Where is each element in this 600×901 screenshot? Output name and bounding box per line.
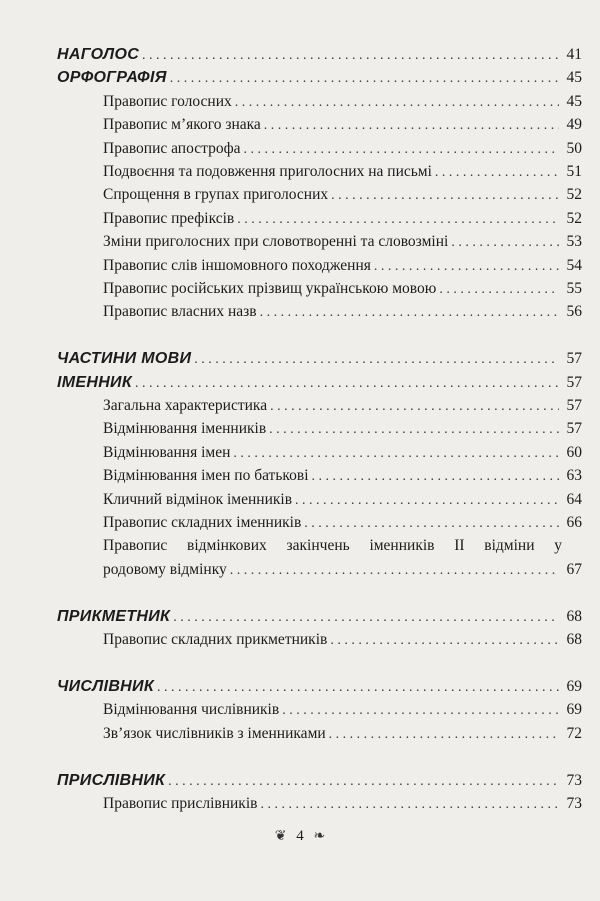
toc-page-number: 57 [566, 420, 582, 438]
dot-leader [260, 301, 559, 324]
dot-leader [173, 606, 559, 629]
toc-section-heading[interactable] [57, 605, 582, 628]
toc-entry[interactable] [57, 698, 582, 721]
toc-entry-label: ОРФОГРАФІЯ [57, 69, 167, 87]
toc-section-heading[interactable] [57, 347, 582, 370]
toc-page-number: 50 [566, 139, 582, 157]
dot-leader [230, 559, 559, 582]
toc-section-heading[interactable] [57, 675, 582, 698]
dot-leader [142, 44, 559, 67]
dot-leader [194, 348, 559, 371]
ornament-right-icon: ❧ [313, 829, 326, 844]
section-spacer [57, 651, 582, 675]
toc-entry[interactable] [57, 254, 582, 277]
toc-entry-label: ПРИКМЕТНИК [57, 607, 171, 625]
toc-entry[interactable] [57, 160, 582, 183]
dot-leader [331, 184, 559, 207]
toc-page-number: 68 [566, 607, 582, 625]
toc-entry[interactable] [57, 230, 582, 253]
page-number: 4 [296, 828, 304, 844]
toc-page-number: 53 [566, 233, 582, 251]
toc-section-heading[interactable] [57, 769, 582, 792]
toc-entry-label-cont: родовому відмінку [103, 560, 227, 578]
dot-leader [435, 161, 559, 184]
toc-page-number: 69 [566, 701, 582, 719]
dot-leader [439, 278, 559, 301]
section-spacer [57, 745, 582, 769]
toc-entry-label: Відмінювання імен [103, 443, 231, 461]
toc-section-heading[interactable] [57, 66, 582, 89]
toc-entry[interactable] [57, 277, 582, 300]
toc-page-number: 66 [566, 513, 582, 531]
toc-page-number: 54 [566, 256, 582, 274]
dot-leader [330, 629, 559, 652]
toc-entry-label: Відмінювання імен по батькові [103, 467, 309, 485]
toc-entry-label: ЧИСЛІВНИК [57, 677, 154, 695]
toc-entry-label: Кличний відмінок іменників [103, 490, 293, 508]
toc-page-number: 60 [566, 443, 582, 461]
dot-leader [282, 699, 559, 722]
toc-section-heading[interactable] [57, 371, 582, 394]
toc-page-number: 68 [566, 631, 582, 648]
toc-entry[interactable] [57, 300, 582, 323]
toc-entry-label: Правопис префіксів [103, 209, 235, 227]
dot-leader [270, 395, 559, 418]
toc-entry-label: Відмінювання числівників [103, 701, 280, 719]
page-footer [0, 828, 600, 845]
toc-entry[interactable] [57, 792, 582, 815]
dot-leader [135, 372, 559, 395]
section-spacer [57, 324, 582, 348]
toc-page-number: 51 [566, 162, 582, 180]
ornament-left-icon: ❦ [274, 829, 287, 844]
toc-entry[interactable] [57, 183, 582, 206]
dot-leader [244, 138, 559, 161]
toc-page-number: 41 [566, 46, 582, 63]
dot-leader [260, 793, 559, 816]
toc-section-heading[interactable] [57, 43, 582, 66]
toc-page-number: 67 [566, 560, 582, 578]
dot-leader [157, 676, 559, 699]
toc-page-number: 52 [566, 186, 582, 204]
toc-entry-label: Загальна характеристика [103, 396, 268, 414]
toc-entry[interactable] [57, 628, 582, 651]
toc-page-number: 73 [566, 771, 582, 789]
toc-entry[interactable] [57, 488, 582, 511]
dot-leader [237, 208, 559, 231]
dot-leader [451, 231, 559, 254]
toc-entry-label: Подвоєння та подовження приголосних на письмі [103, 162, 432, 180]
toc-entry-label: Зміни приголосних при словотворенні та словозміні [103, 233, 449, 251]
dot-leader [269, 418, 559, 441]
toc-entry-label: Правопис апострофа [103, 139, 241, 157]
dot-leader [329, 723, 559, 746]
toc-page-number: 63 [566, 467, 582, 485]
toc-entry-label: Правопис слів іншомовного походження [103, 256, 371, 274]
toc-entry-label: Відмінювання іменників [103, 420, 267, 438]
toc-entry[interactable] [57, 90, 582, 113]
toc-page-number: 64 [566, 490, 582, 508]
toc-entry[interactable] [57, 207, 582, 230]
toc-entry[interactable] [57, 511, 582, 534]
toc-page-number: 69 [566, 677, 582, 695]
dot-leader [295, 489, 559, 512]
dot-leader [312, 465, 559, 488]
toc-entry-label: Правопис прислівників [103, 794, 258, 812]
toc-page-number: 57 [566, 396, 582, 414]
toc-entry[interactable] [57, 137, 582, 160]
toc-page-number: 57 [566, 350, 582, 368]
toc-page-number: 52 [566, 209, 582, 227]
dot-leader [233, 442, 559, 465]
toc-page-number: 57 [566, 373, 582, 391]
toc-entry-label: Правопис власних назв [103, 303, 257, 321]
table-of-contents [57, 43, 582, 815]
section-spacer [57, 581, 582, 605]
toc-entry-label: Правопис складних прикметників [103, 631, 328, 648]
toc-entry[interactable] [57, 534, 582, 581]
toc-entry[interactable] [57, 441, 582, 464]
toc-entry[interactable] [57, 394, 582, 417]
toc-entry[interactable] [57, 113, 582, 136]
toc-page-number: 55 [566, 279, 582, 297]
toc-entry-label: Зв’язок числівників з іменниками [103, 724, 326, 742]
toc-entry-label: НАГОЛОС [57, 46, 140, 63]
dot-leader [304, 512, 559, 535]
toc-entry[interactable] [57, 464, 582, 487]
toc-entry[interactable] [57, 722, 582, 745]
toc-entry-label: ЧАСТИНИ МОВИ [57, 350, 192, 368]
dot-leader [168, 770, 559, 793]
dot-leader [235, 91, 559, 114]
toc-entry[interactable] [57, 417, 582, 440]
dot-leader [374, 255, 559, 278]
toc-entry-label: ПРИСЛІВНИК [57, 771, 166, 789]
toc-page-number: 56 [566, 303, 582, 321]
dot-leader [264, 114, 559, 137]
toc-entry-label: Правопис складних іменників [103, 513, 302, 531]
toc-page-number: 45 [566, 69, 582, 87]
toc-page-number: 49 [566, 116, 582, 134]
toc-entry-label: Правопис відмінкових закінчень іменників II відміни у [103, 537, 562, 555]
toc-entry-label: Правопис голосних [103, 92, 232, 110]
toc-entry-label: Правопис м’якого знака [103, 116, 261, 134]
toc-page-number: 73 [566, 794, 582, 812]
dot-leader [170, 67, 559, 90]
toc-page-number: 45 [566, 92, 582, 110]
toc-entry-label: ІМЕННИК [57, 373, 132, 391]
toc-entry-label: Правопис російських прізвищ українською мовою [103, 279, 437, 297]
toc-entry-label: Спрощення в групах приголосних [103, 186, 329, 204]
toc-page-number: 72 [566, 724, 582, 742]
